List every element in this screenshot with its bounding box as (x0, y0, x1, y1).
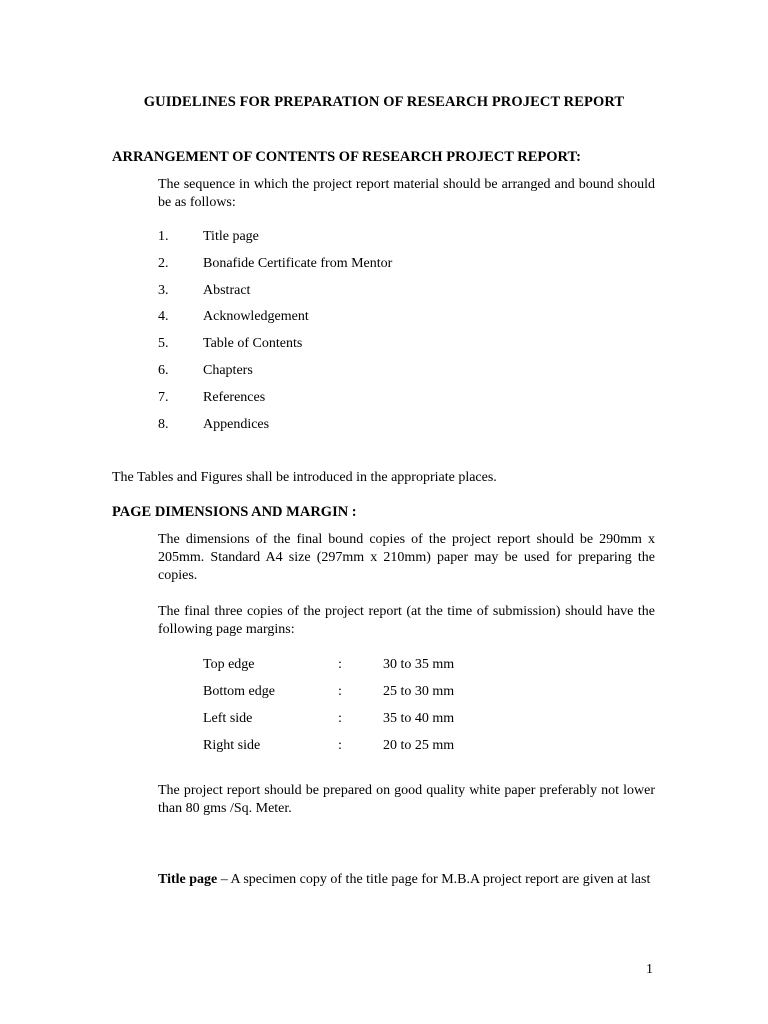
sequence-item-label: Title page (203, 229, 259, 244)
margin-value: 30 to 35 mm (383, 657, 455, 672)
sequence-item-label: Table of Contents (203, 336, 303, 351)
margins-intro-paragraph: The final three copies of the project report (at the time of submission) should have the following page margins: (158, 604, 655, 637)
arrangement-intro-paragraph: The sequence in which the project report material should be arranged and bound should be as follows: (158, 177, 655, 210)
sequence-item-number: 2. (158, 256, 169, 271)
sequence-item-number: 6. (158, 363, 169, 378)
margin-value: 20 to 25 mm (383, 738, 455, 753)
tables-figures-note: The Tables and Figures shall be introduced in the appropriate places. (112, 470, 497, 485)
title-page-paragraph (158, 871, 655, 889)
margin-value: 35 to 40 mm (383, 711, 455, 726)
sequence-item-number: 1. (158, 229, 169, 244)
margin-label: Top edge (203, 657, 255, 672)
sequence-item-number: 5. (158, 336, 169, 351)
sequence-item-label: Acknowledgement (203, 309, 309, 324)
title-page-label: Title page (158, 872, 218, 887)
margin-label: Bottom edge (203, 684, 275, 699)
margin-separator: : (338, 684, 342, 699)
sequence-item-label: Bonafide Certificate from Mentor (203, 256, 393, 271)
margin-separator: : (338, 657, 342, 672)
section-heading-arrangement: ARRANGEMENT OF CONTENTS OF RESEARCH PROJECT REPORT: (112, 149, 581, 165)
document-title: GUIDELINES FOR PREPARATION OF RESEARCH PROJECT REPORT (143, 94, 625, 110)
sequence-item-label: Abstract (203, 283, 251, 298)
sequence-item-label: References (203, 390, 266, 405)
dimensions-paragraph: The dimensions of the final bound copies of the project report should be 290mm x 205mm. Standard A4 size (297mm x 210mm) paper may be used for preparing the copies. (158, 532, 655, 583)
sequence-item-number: 8. (158, 417, 169, 432)
sequence-item-label: Appendices (203, 417, 270, 432)
margin-separator: : (338, 711, 342, 726)
margin-value: 25 to 30 mm (383, 684, 455, 699)
sequence-item-label: Chapters (203, 363, 253, 378)
sequence-item-number: 4. (158, 309, 169, 324)
margin-separator: : (338, 738, 342, 753)
title-page-text: – A specimen copy of the title page for M.B.A project report are given at last (217, 872, 651, 887)
paper-quality-paragraph: The project report should be prepared on good quality white paper preferably not lower than 80 gms /Sq. Meter. (158, 783, 655, 816)
margin-label: Left side (203, 711, 253, 726)
sequence-item-number: 3. (158, 283, 169, 298)
margin-label: Right side (203, 738, 261, 753)
sequence-item-number: 7. (158, 390, 169, 405)
page-number: 1 (646, 962, 653, 977)
section-heading-page-dimensions: PAGE DIMENSIONS AND MARGIN : (112, 504, 357, 520)
